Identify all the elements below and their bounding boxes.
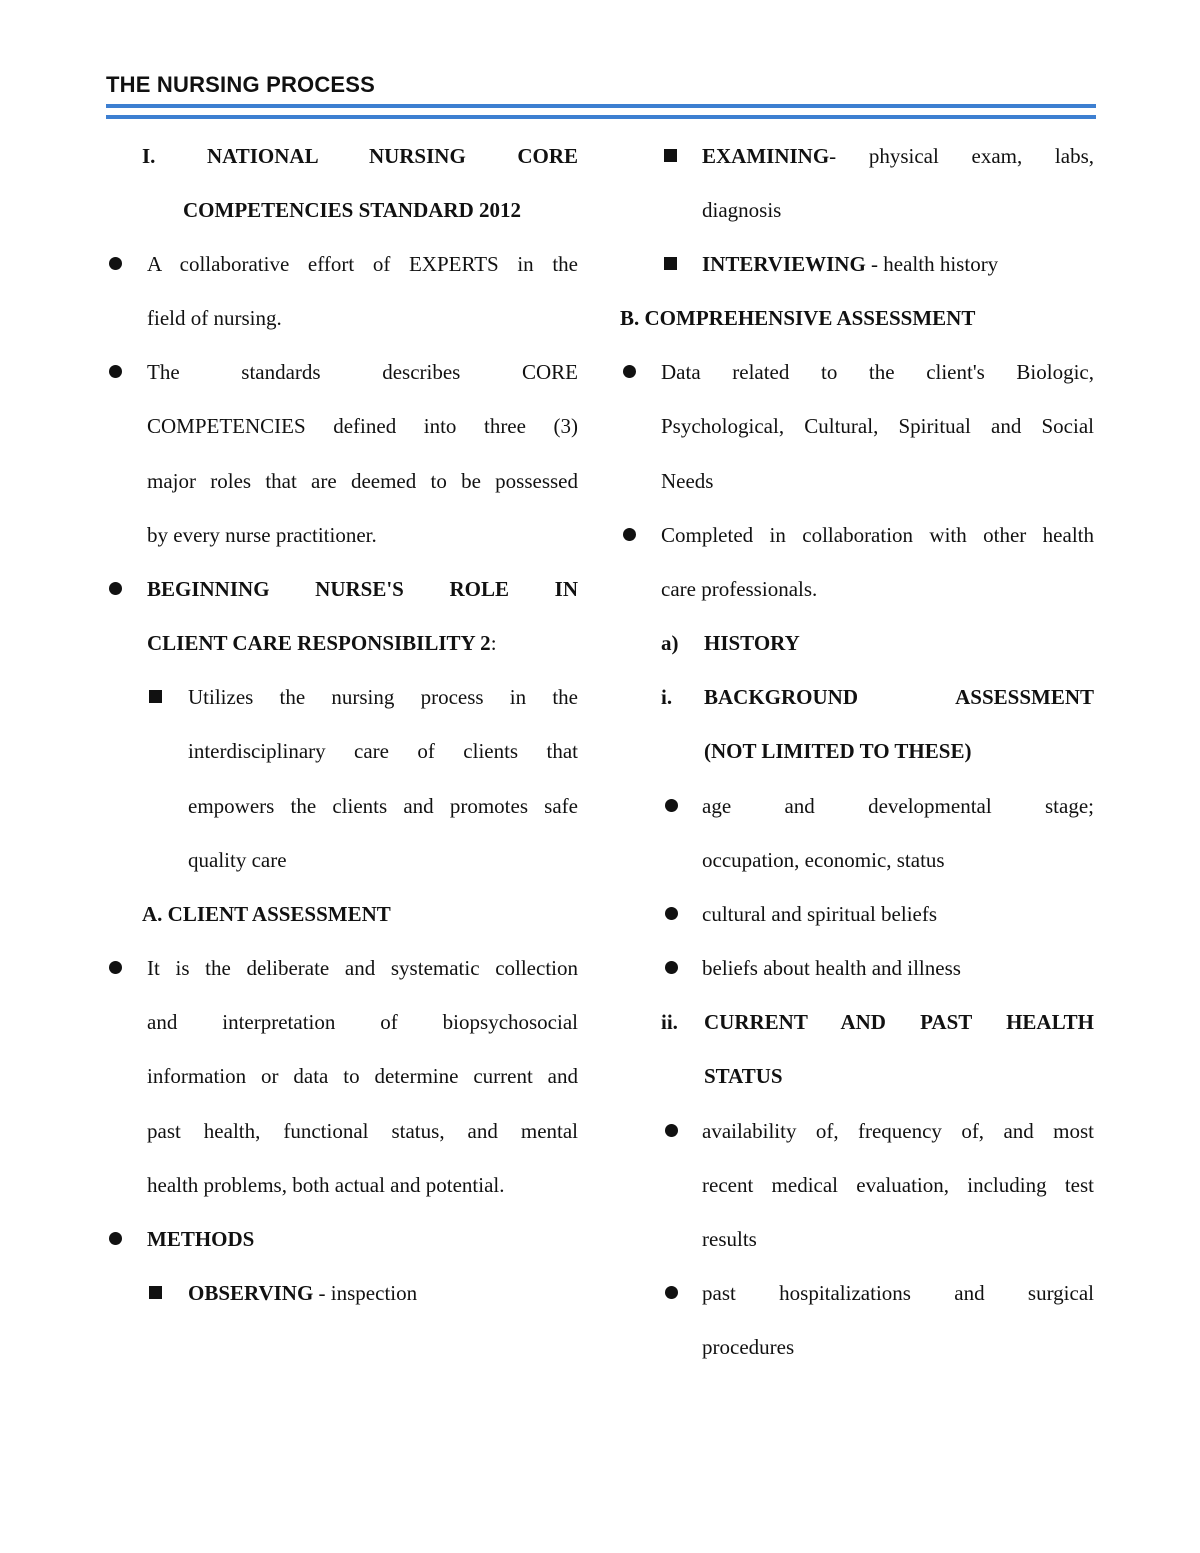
sub-bullet-text: Utilizes the nursing process in the (188, 685, 578, 709)
list-marker: i. (661, 685, 673, 709)
bullet-square-icon (664, 149, 677, 162)
sub-bullet-text: empowers the clients and promotes safe (188, 794, 578, 818)
subsection-heading: HISTORY (704, 631, 800, 655)
bold-text: INTERVIEWING (702, 252, 866, 276)
plain-text: - physical exam, labs, (829, 144, 1094, 168)
bullet-dot-icon (109, 1232, 122, 1245)
header-rule-bottom (106, 115, 1096, 119)
bullet-square-icon (664, 257, 677, 270)
bullet-square-icon (149, 1286, 162, 1299)
bullet-text: It is the deliberate and systematic collection (147, 956, 578, 980)
bold-text: EXAMINING (702, 144, 830, 168)
bold-text: CLIENT CARE RESPONSIBILITY 2 (147, 631, 491, 655)
bullet-square-icon (149, 690, 162, 703)
bullet-text: recent medical evaluation, including test (702, 1173, 1094, 1197)
bullet-text: past hospitalizations and surgical (702, 1281, 1094, 1305)
bullet-dot-icon (665, 799, 678, 812)
bullet-dot-icon (109, 257, 122, 270)
bullet-text: by every nurse practitioner. (147, 523, 377, 547)
bullet-text: care professionals. (661, 577, 818, 601)
subsection-heading: CURRENT AND PAST HEALTH (704, 1010, 1094, 1034)
bullet-text: The standards describes CORE (147, 360, 578, 384)
bullet-text (147, 628, 578, 658)
bullet-dot-icon (665, 1286, 678, 1299)
bullet-text: Needs (661, 469, 714, 493)
section-heading: B. COMPREHENSIVE ASSESSMENT (620, 306, 976, 330)
bullet-dot-icon (665, 961, 678, 974)
bullet-text: A collaborative effort of EXPERTS in the (147, 252, 578, 276)
plain-text: - inspection (313, 1281, 418, 1305)
section-heading: I. NATIONAL NURSING CORE (142, 144, 578, 168)
sub-bullet-text: diagnosis (702, 198, 782, 222)
section-heading: A. CLIENT ASSESSMENT (142, 902, 391, 926)
sub-bullet-text: quality care (188, 848, 287, 872)
bullet-dot-icon (623, 528, 636, 541)
plain-text: - health history (865, 252, 999, 276)
bullet-text: METHODS (147, 1227, 255, 1251)
bullet-text: COMPETENCIES defined into three (3) (147, 414, 578, 438)
bullet-text: past health, functional status, and mental (147, 1119, 578, 1143)
section-heading: COMPETENCIES STANDARD 2012 (183, 198, 521, 222)
list-marker: ii. (661, 1010, 678, 1034)
bullet-dot-icon (109, 961, 122, 974)
bullet-dot-icon (665, 907, 678, 920)
bullet-text: Data related to the client's Biologic, (661, 360, 1094, 384)
list-marker: a) (661, 631, 679, 655)
bullet-dot-icon (623, 365, 636, 378)
bullet-dot-icon (109, 365, 122, 378)
bullet-text: major roles that are deemed to be possessed (147, 469, 578, 493)
bullet-text: procedures (702, 1335, 795, 1359)
bullet-text: age and developmental stage; (702, 794, 1094, 818)
subsection-heading: STATUS (704, 1064, 783, 1088)
bold-text: OBSERVING (188, 1281, 314, 1305)
bullet-text: results (702, 1227, 757, 1251)
bullet-text: field of nursing. (147, 306, 282, 330)
bullet-text: health problems, both actual and potential. (147, 1173, 505, 1197)
bullet-text: BEGINNING NURSE'S ROLE IN (147, 577, 578, 601)
bullet-text: beliefs about health and illness (702, 956, 961, 980)
subsection-heading: (NOT LIMITED TO THESE) (704, 739, 972, 763)
bullet-text: information or data to determine current and (147, 1064, 578, 1088)
bullet-dot-icon (109, 582, 122, 595)
bullet-text: and interpretation of biopsychosocial (147, 1010, 578, 1034)
page-title: THE NURSING PROCESS (106, 72, 376, 97)
sub-bullet-text (188, 1278, 578, 1308)
bullet-text: Psychological, Cultural, Spiritual and Social (661, 414, 1094, 438)
bullet-text: Completed in collaboration with other health (661, 523, 1094, 547)
bullet-text: cultural and spiritual beliefs (702, 902, 938, 926)
sub-bullet-text (702, 249, 1094, 279)
bullet-dot-icon (665, 1124, 678, 1137)
suffix-text: : (490, 631, 497, 655)
bullet-text: occupation, economic, status (702, 848, 945, 872)
sub-bullet-text: interdisciplinary care of clients that (188, 739, 578, 763)
bullet-text: availability of, frequency of, and most (702, 1119, 1094, 1143)
header-rule-top (106, 104, 1096, 108)
subsection-heading: BACKGROUND ASSESSMENT (704, 685, 1094, 709)
sub-bullet-text (702, 141, 1094, 171)
